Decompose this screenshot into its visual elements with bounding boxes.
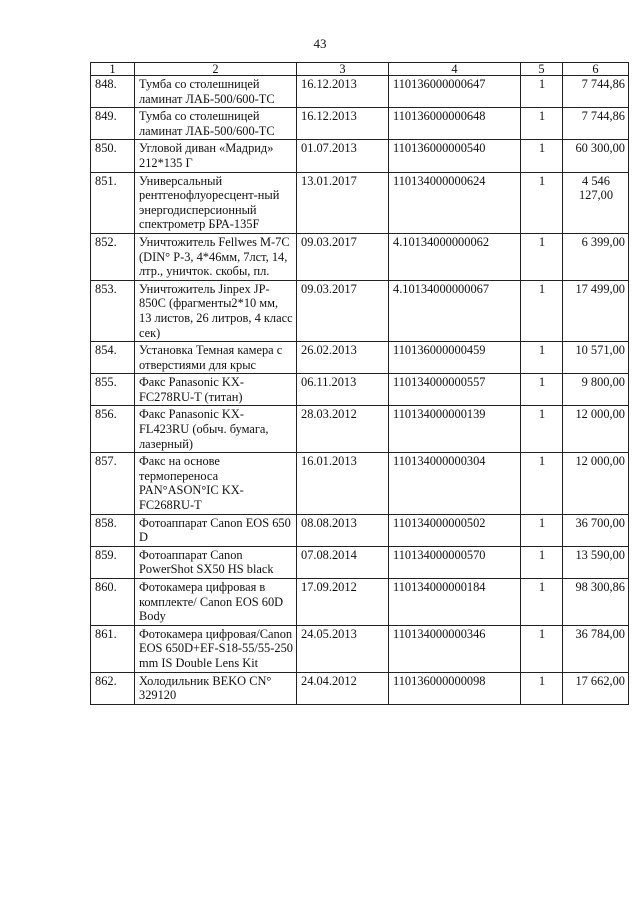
table-row <box>91 76 629 108</box>
quantity-cell: 1 <box>521 374 563 406</box>
quantity-cell: 1 <box>521 514 563 546</box>
inventory-number-cell: 110136000000459 <box>389 342 521 374</box>
row-number-cell: 851. <box>91 172 135 233</box>
acquisition-date-cell: 17.09.2012 <box>297 579 389 626</box>
inventory-number-cell: 110136000000648 <box>389 108 521 140</box>
quantity-cell: 1 <box>521 453 563 514</box>
table-row <box>91 514 629 546</box>
price-cell: 7 744,86 <box>563 76 629 108</box>
quantity-cell: 1 <box>521 280 563 341</box>
row-number-cell: 858. <box>91 514 135 546</box>
column-header-2: 2 <box>135 63 297 76</box>
inventory-number-cell: 110134000000184 <box>389 579 521 626</box>
quantity-cell: 1 <box>521 625 563 672</box>
row-number-cell: 854. <box>91 342 135 374</box>
page-number: 43 <box>313 36 327 51</box>
row-number-cell: 853. <box>91 280 135 341</box>
header-row <box>91 63 629 76</box>
quantity-cell: 1 <box>521 76 563 108</box>
inventory-number-cell: 110136000000098 <box>389 672 521 704</box>
inventory-number-cell: 110134000000502 <box>389 514 521 546</box>
asset-register-table <box>90 62 629 705</box>
item-name-cell: Факс на основе термопереноса PAN°ASON°IC KX-FC268RU-T <box>135 453 297 514</box>
table-row <box>91 108 629 140</box>
item-name-cell: Факс Panasonic KX-FL423RU (обыч. бумага, лазерный) <box>135 406 297 453</box>
table-row <box>91 579 629 626</box>
row-number-cell: 862. <box>91 672 135 704</box>
acquisition-date-cell: 07.08.2014 <box>297 546 389 578</box>
price-cell: 13 590,00 <box>563 546 629 578</box>
row-number-cell: 859. <box>91 546 135 578</box>
acquisition-date-cell: 26.02.2013 <box>297 342 389 374</box>
row-number-cell: 849. <box>91 108 135 140</box>
price-cell: 6 399,00 <box>563 233 629 280</box>
item-name-cell: Фотокамера цифровая/Canon EOS 650D+EF-S18-55/55-250 mm IS Double Lens Kit <box>135 625 297 672</box>
table-row <box>91 140 629 172</box>
price-cell: 36 700,00 <box>563 514 629 546</box>
quantity-cell: 1 <box>521 579 563 626</box>
quantity-cell: 1 <box>521 406 563 453</box>
price-cell: 98 300,86 <box>563 579 629 626</box>
row-number-cell: 850. <box>91 140 135 172</box>
table-row <box>91 625 629 672</box>
inventory-number-cell: 110134000000139 <box>389 406 521 453</box>
item-name-cell: Тумба со столешницей ламинат ЛАБ-500/600-ТС <box>135 108 297 140</box>
price-cell: 4 546 127,00 <box>563 172 629 233</box>
price-cell: 60 300,00 <box>563 140 629 172</box>
inventory-number-cell: 4.10134000000067 <box>389 280 521 341</box>
inventory-number-cell: 110136000000647 <box>389 76 521 108</box>
column-header-3: 3 <box>297 63 389 76</box>
table-row <box>91 172 629 233</box>
item-name-cell: Установка Темная камера с отверстиями для крыс <box>135 342 297 374</box>
acquisition-date-cell: 06.11.2013 <box>297 374 389 406</box>
acquisition-date-cell: 09.03.2017 <box>297 280 389 341</box>
acquisition-date-cell: 24.05.2013 <box>297 625 389 672</box>
row-number-cell: 860. <box>91 579 135 626</box>
table-row <box>91 280 629 341</box>
acquisition-date-cell: 08.08.2013 <box>297 514 389 546</box>
item-name-cell: Фотоаппарат Canon EOS 650 D <box>135 514 297 546</box>
price-cell: 17 662,00 <box>563 672 629 704</box>
table-row <box>91 233 629 280</box>
price-cell: 17 499,00 <box>563 280 629 341</box>
item-name-cell: Уничтожитель Jinpex JP-850C (фрагменты2*10 мм, 13 листов, 26 литров, 4 класс сек) <box>135 280 297 341</box>
row-number-cell: 852. <box>91 233 135 280</box>
quantity-cell: 1 <box>521 233 563 280</box>
row-number-cell: 856. <box>91 406 135 453</box>
item-name-cell: Фотокамера цифровая в комплекте/ Canon EOS 60D Body <box>135 579 297 626</box>
item-name-cell: Угловой диван «Мадрид» 212*135 Г <box>135 140 297 172</box>
acquisition-date-cell: 16.12.2013 <box>297 76 389 108</box>
acquisition-date-cell: 28.03.2012 <box>297 406 389 453</box>
item-name-cell: Тумба со столешницей ламинат ЛАБ-500/600-ТС <box>135 76 297 108</box>
row-number-cell: 861. <box>91 625 135 672</box>
quantity-cell: 1 <box>521 546 563 578</box>
quantity-cell: 1 <box>521 342 563 374</box>
column-header-5: 5 <box>521 63 563 76</box>
column-header-6: 6 <box>563 63 629 76</box>
item-name-cell: Фотоаппарат Canon PowerShot SX50 HS black <box>135 546 297 578</box>
inventory-number-cell: 110136000000540 <box>389 140 521 172</box>
quantity-cell: 1 <box>521 108 563 140</box>
acquisition-date-cell: 16.12.2013 <box>297 108 389 140</box>
price-cell: 9 800,00 <box>563 374 629 406</box>
inventory-number-cell: 110134000000624 <box>389 172 521 233</box>
inventory-number-cell: 110134000000346 <box>389 625 521 672</box>
price-cell: 36 784,00 <box>563 625 629 672</box>
price-cell: 12 000,00 <box>563 453 629 514</box>
table-row <box>91 342 629 374</box>
quantity-cell: 1 <box>521 672 563 704</box>
price-cell: 7 744,86 <box>563 108 629 140</box>
row-number-cell: 848. <box>91 76 135 108</box>
row-number-cell: 857. <box>91 453 135 514</box>
item-name-cell: Универсальный рентгенофлуоресцент-ный энергодисперсионный спектрометр БРА-135F <box>135 172 297 233</box>
acquisition-date-cell: 01.07.2013 <box>297 140 389 172</box>
table-row <box>91 374 629 406</box>
inventory-number-cell: 110134000000557 <box>389 374 521 406</box>
acquisition-date-cell: 13.01.2017 <box>297 172 389 233</box>
quantity-cell: 1 <box>521 140 563 172</box>
table-row <box>91 406 629 453</box>
table-row <box>91 453 629 514</box>
item-name-cell: Холодильник BEKO CN° 329120 <box>135 672 297 704</box>
acquisition-date-cell: 24.04.2012 <box>297 672 389 704</box>
table-row <box>91 672 629 704</box>
table-row <box>91 546 629 578</box>
acquisition-date-cell: 16.01.2013 <box>297 453 389 514</box>
price-cell: 10 571,00 <box>563 342 629 374</box>
inventory-number-cell: 4.10134000000062 <box>389 233 521 280</box>
inventory-number-cell: 110134000000304 <box>389 453 521 514</box>
item-name-cell: Уничтожитель Fellwes M-7C (DIN° P-3, 4*46мм, 7лст, 14, лтр., уничток. скобы, пл. <box>135 233 297 280</box>
row-number-cell: 855. <box>91 374 135 406</box>
item-name-cell: Факс Panasonic KX-FC278RU-T (титан) <box>135 374 297 406</box>
inventory-number-cell: 110134000000570 <box>389 546 521 578</box>
acquisition-date-cell: 09.03.2017 <box>297 233 389 280</box>
quantity-cell: 1 <box>521 172 563 233</box>
column-header-4: 4 <box>389 63 521 76</box>
column-header-1: 1 <box>91 63 135 76</box>
price-cell: 12 000,00 <box>563 406 629 453</box>
